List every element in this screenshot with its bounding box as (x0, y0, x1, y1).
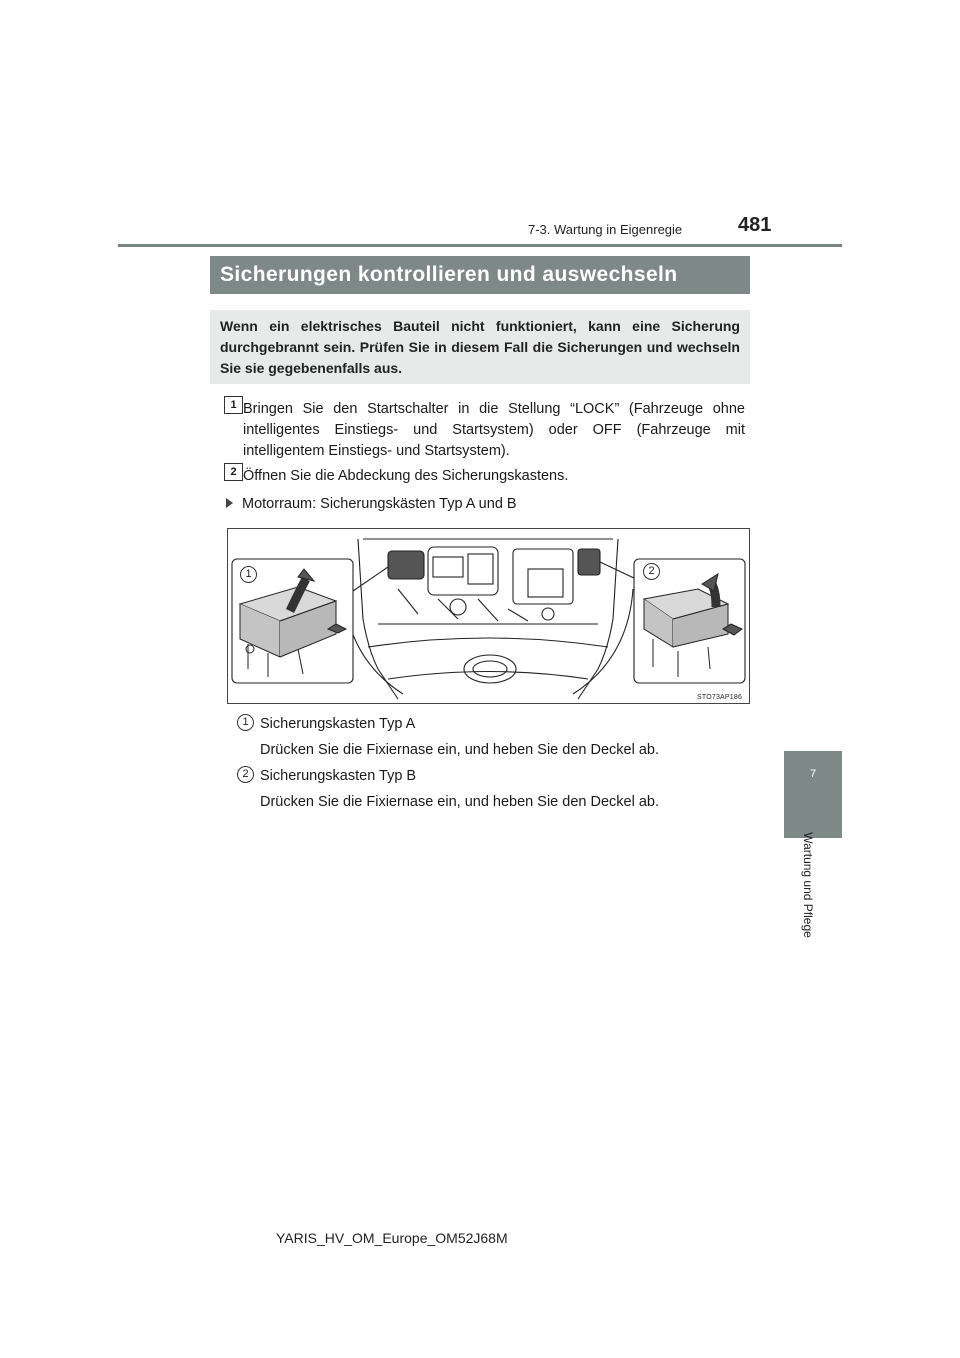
engine-bay-illustration (227, 528, 750, 704)
page-title: Sicherungen kontrollieren und auswechseln (210, 256, 750, 294)
footer-doc-id: YARIS_HV_OM_Europe_OM52J68M (276, 1230, 508, 1246)
header-section-title: 7-3. Wartung in Eigenregie (528, 222, 683, 237)
header-divider (118, 244, 842, 247)
chapter-label: Wartung und Pflege (801, 832, 815, 938)
figure-callout-1: 1 (240, 566, 257, 583)
step-marker-1: 1 (224, 396, 243, 414)
intro-box: Wenn ein elektrisches Bauteil nicht funktioniert, kann eine Sicherung durchgebrannt sein. Prüfen Sie in diesem Fall die Sicherungen und wechseln Sie sie gegebenenfalls aus. (210, 310, 750, 384)
step-1-text: Bringen Sie den Startschalter in die Stellung “LOCK” (Fahrzeuge ohne intelligentes Einstiegs- und Startsystem) oder OFF (Fahrzeuge mit intelligentem Einstiegs- und Startsystem). (243, 401, 745, 459)
bullet-text: Motorraum: Sicherungskästen Typ A und B (242, 496, 517, 512)
triangle-bullet-icon (226, 498, 233, 508)
legend-marker-2: 2 (237, 766, 254, 783)
figure-callout-2: 2 (643, 563, 660, 580)
legend-2-title: Sicherungskasten Typ B (260, 768, 417, 784)
chapter-number: 7 (809, 768, 817, 780)
legend-2-desc: Drücken Sie die Fixiernase ein, und heben Sie den Deckel ab. (260, 794, 659, 810)
page-number: 481 (738, 214, 772, 236)
step-marker-2: 2 (224, 463, 243, 481)
figure-code: STO73AP186 (697, 694, 743, 701)
bullet-item (226, 496, 517, 512)
legend-1-desc: Drücken Sie die Fixiernase ein, und heben Sie den Deckel ab. (260, 742, 659, 758)
legend-marker-1: 1 (237, 714, 254, 731)
engine-bay-drawing (228, 529, 749, 703)
legend-1-title: Sicherungskasten Typ A (260, 716, 416, 732)
step-2-text: Öffnen Sie die Abdeckung des Sicherungskastens. (243, 468, 569, 484)
